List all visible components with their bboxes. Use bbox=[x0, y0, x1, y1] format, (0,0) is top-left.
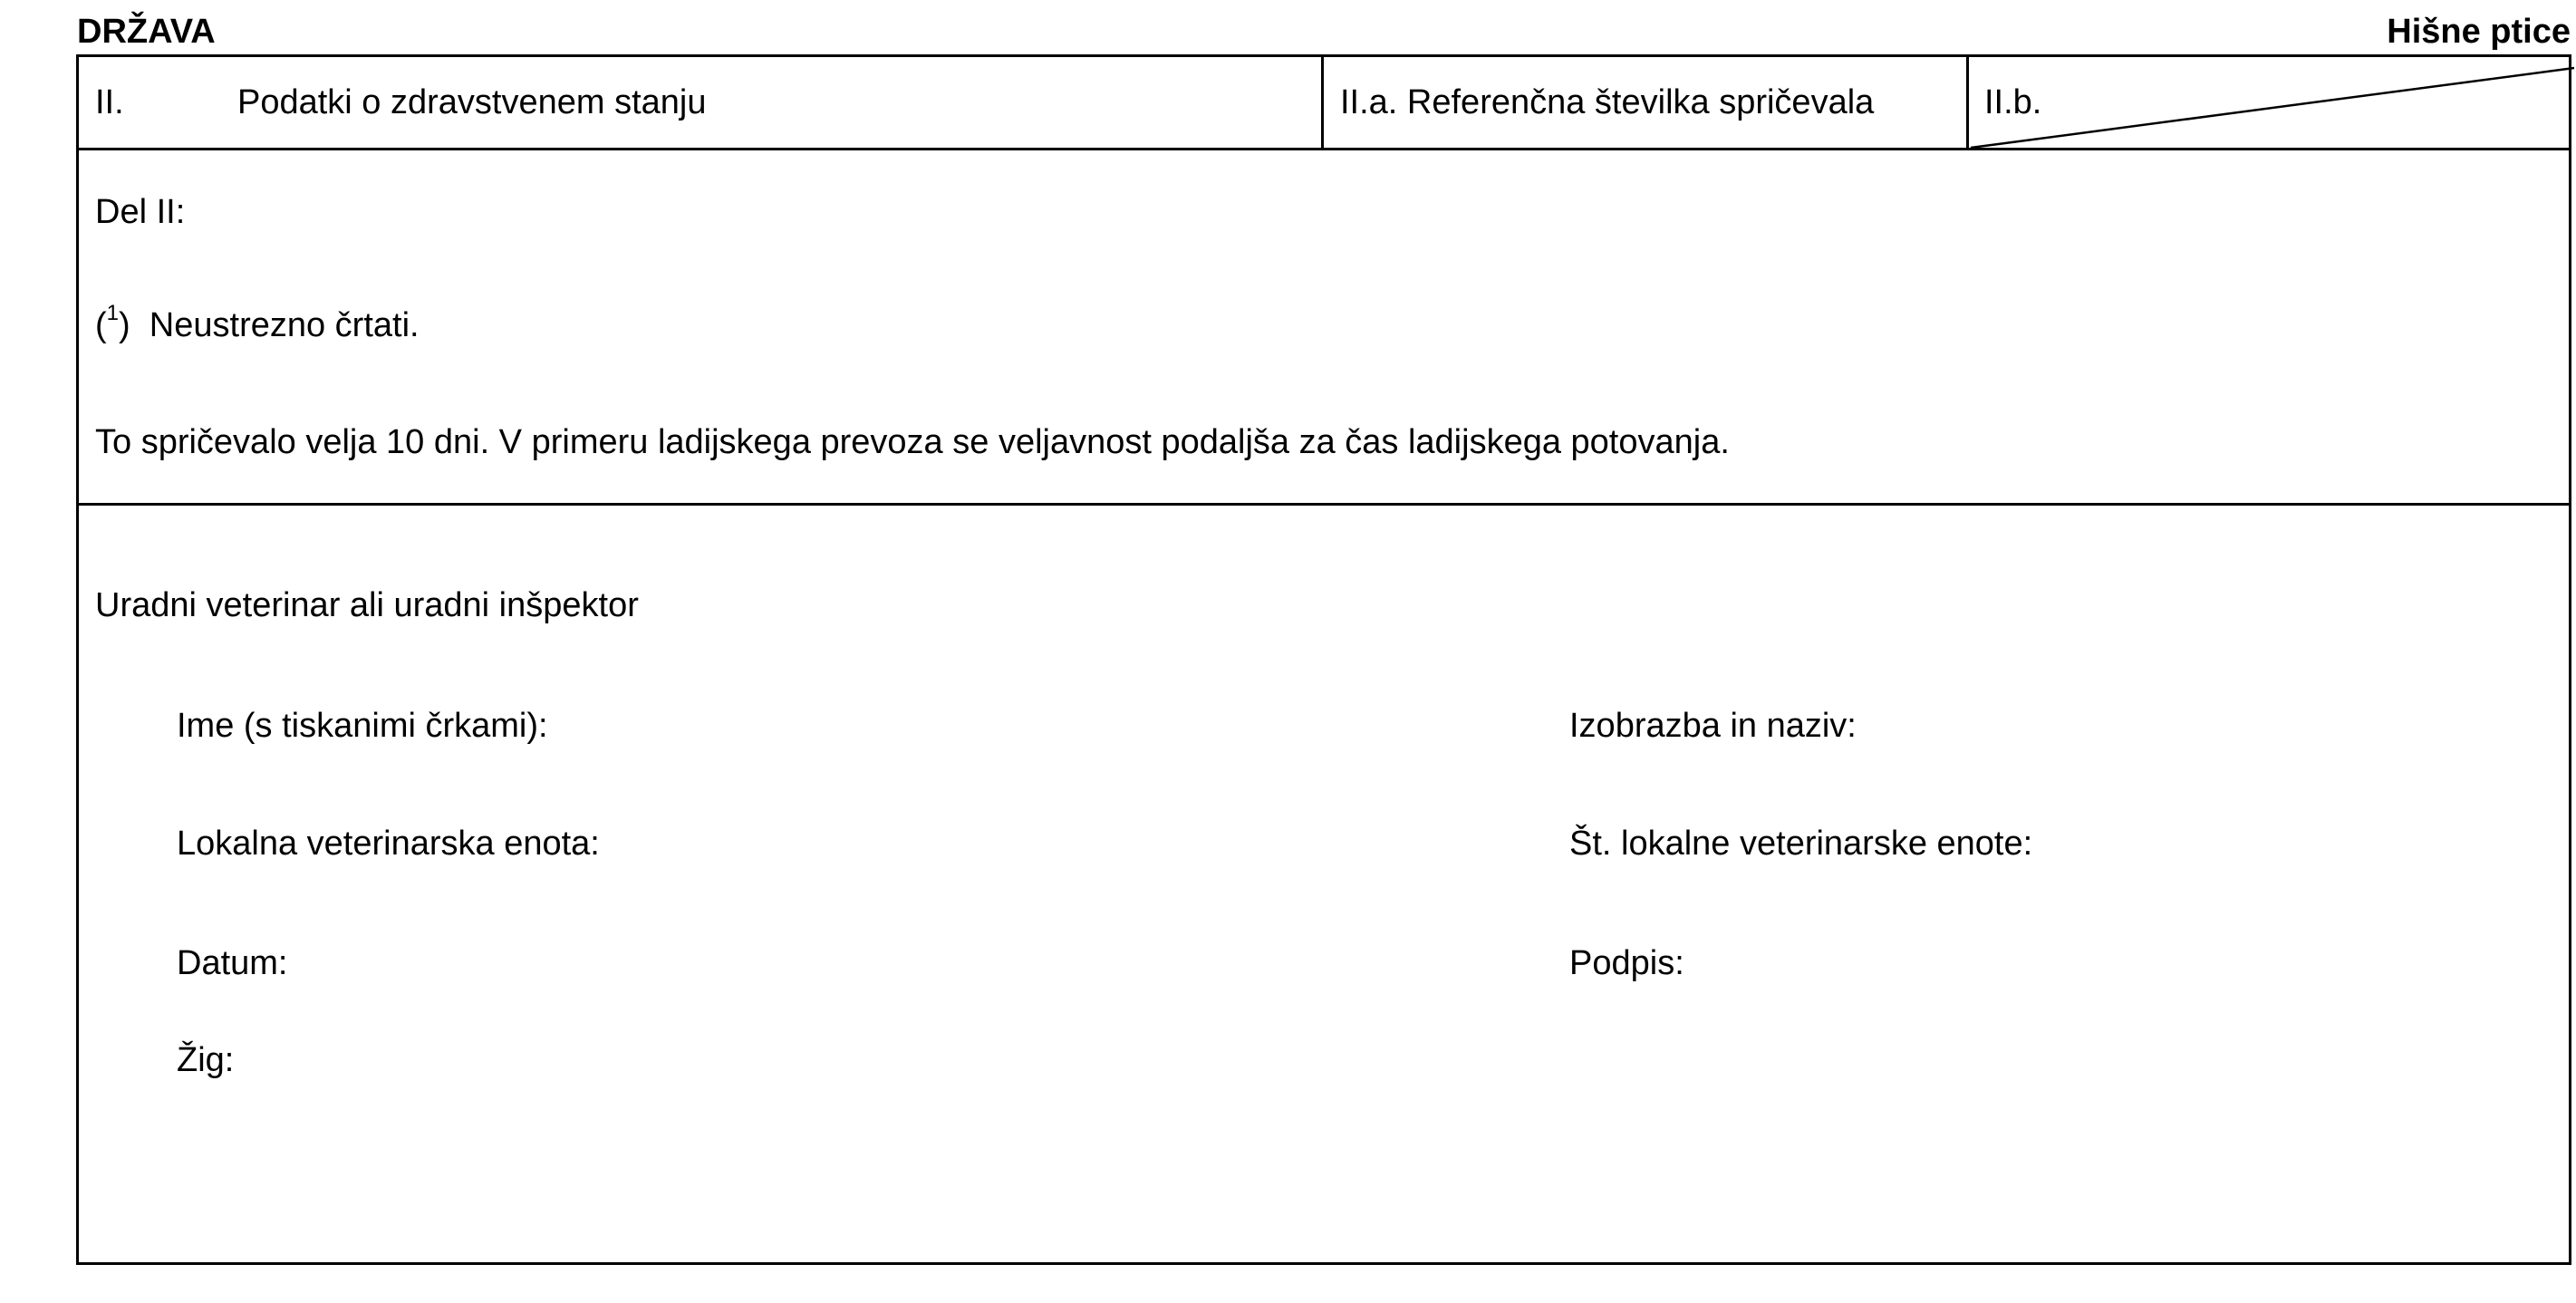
country-heading: DRŽAVA bbox=[77, 13, 216, 51]
footnote-mark: 1 bbox=[106, 301, 120, 326]
validity-statement: To spričevalo velja 10 dni. V primeru ladijskega prevoza se veljavnost podaljša za čas ladijskega potovanja. bbox=[95, 423, 1730, 461]
part-label: Del II: bbox=[95, 193, 186, 231]
footnote-text: Neustrezno črtati. bbox=[149, 306, 420, 344]
name-label: Ime (s tiskanimi črkami): bbox=[177, 707, 548, 745]
part-number: II. bbox=[95, 83, 124, 121]
date-label: Datum: bbox=[177, 944, 288, 982]
header-row-bottom-rule bbox=[79, 148, 2569, 150]
iib-label: II.b. bbox=[1984, 83, 2042, 121]
part-title: Podatki o zdravstvenem stanju bbox=[237, 83, 707, 121]
certificate-reference-label: II.a. Referenčna številka spričevala bbox=[1340, 83, 1875, 121]
signature-label: Podpis: bbox=[1569, 944, 1684, 982]
official-veterinarian-label: Uradni veterinar ali uradni inšpektor bbox=[95, 586, 639, 624]
species-heading: Hišne ptice bbox=[2387, 13, 2571, 51]
stamp-label: Žig: bbox=[177, 1041, 235, 1079]
local-unit-label: Lokalna veterinarska enota: bbox=[177, 825, 600, 863]
footnote: ($^1$) Neustrezno črtati. bbox=[95, 301, 420, 344]
certificate-frame bbox=[76, 54, 2571, 1265]
body-section-rule bbox=[79, 503, 2569, 506]
local-unit-number-label: Št. lokalne veterinarske enote: bbox=[1569, 825, 2033, 863]
qualification-label: Izobrazba in naziv: bbox=[1569, 707, 1857, 745]
